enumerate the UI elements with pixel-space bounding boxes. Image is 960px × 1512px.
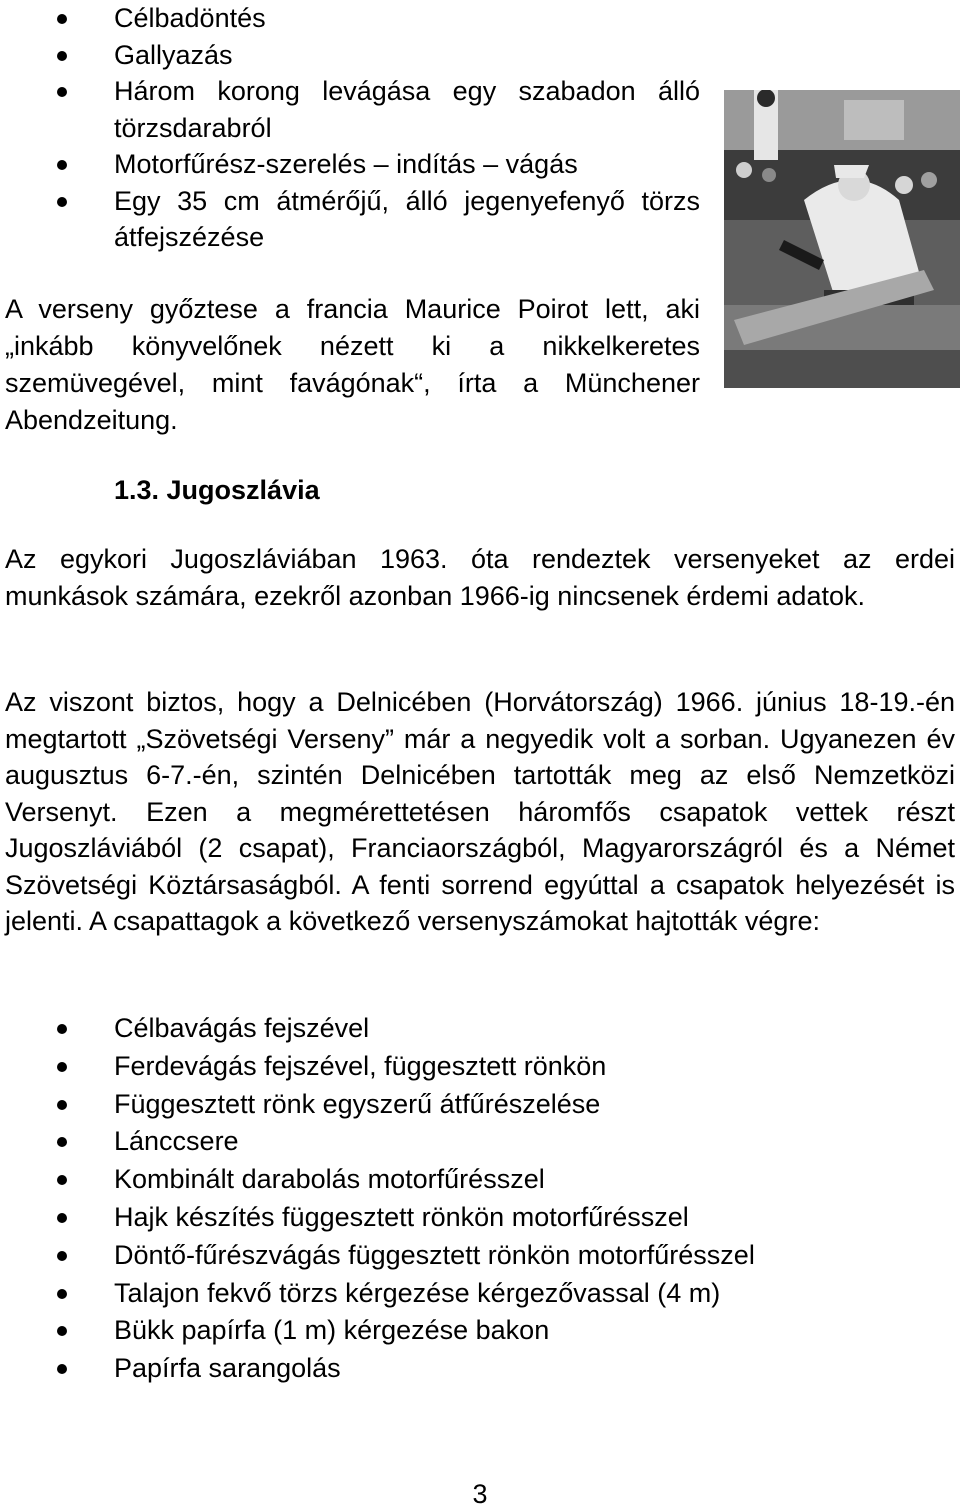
page-number: 3 (472, 1479, 488, 1509)
woodcutter-photo-image (724, 90, 960, 388)
list-item (0, 73, 700, 146)
list-item (0, 183, 700, 256)
paragraph-winner: A verseny győztese a francia Maurice Poirot lett, aki „inkább könyvelőnek nézett ki a nikkelkeretes szemüvegével, mint favágónak“, írta a Münchener Abendzeitung. (5, 294, 700, 435)
list-item (0, 0, 700, 37)
list-item (0, 1086, 900, 1124)
bullet-icon (57, 87, 67, 97)
list-item (0, 1312, 900, 1350)
list-item (0, 1237, 900, 1275)
section-heading: 1.3. Jugoszlávia (114, 475, 320, 505)
bullet-icon (57, 1137, 67, 1147)
woodcutter-photo (724, 90, 960, 388)
bullet-icon (57, 1289, 67, 1299)
bullet-list-events (0, 1010, 900, 1388)
bullet-icon (57, 1326, 67, 1336)
list-item (0, 1010, 900, 1048)
list-item-text: Motorfűrész-szerelés – indítás – vágás (114, 149, 578, 179)
bullet-icon (57, 14, 67, 24)
list-item-text: Papírfa sarangolás (114, 1353, 341, 1384)
list-item-text: Talajon fekvő törzs kérgezése kérgezővassal (4 m) (114, 1277, 721, 1308)
list-item-text: Gallyazás (114, 39, 233, 70)
list-item-text: Döntő-fűrészvágás függesztett rönkön motorfűrésszel (114, 1239, 755, 1270)
list-item (0, 1199, 900, 1237)
bullet-icon (57, 1100, 67, 1110)
list-item (0, 1350, 900, 1388)
bullet-list-top (0, 0, 700, 256)
list-item-text: Célbavágás fejszével (114, 1013, 370, 1043)
bullet-icon (57, 1213, 67, 1223)
bullet-icon (57, 51, 67, 61)
list-item-text: Lánccsere (114, 1126, 239, 1157)
list-item-text: Egy 35 cm átmérőjű, álló jegenyefenyő törzs átfejszézése (114, 185, 700, 252)
list-item (0, 146, 700, 183)
paragraph-yugoslavia-intro: Az egykori Jugoszláviában 1963. óta rendeztek versenyeket az erdei munkások számára, ezekről azonban 1966-ig nincsenek érdemi adatok. (5, 544, 955, 611)
bullet-icon (57, 160, 67, 170)
bullet-icon (57, 197, 67, 207)
list-item-text: Kombinált darabolás motorfűrésszel (114, 1164, 545, 1195)
list-item-text: Három korong levágása egy szabadon álló törzsdarabról (114, 76, 700, 143)
list-item (0, 1161, 900, 1199)
list-item (0, 37, 700, 74)
list-item-text: Célbadöntés (114, 3, 266, 33)
list-item-text: Bükk papírfa (1 m) kérgezése bakon (114, 1315, 550, 1346)
list-item (0, 1048, 900, 1086)
bullet-icon (57, 1251, 67, 1261)
bullet-icon (57, 1364, 67, 1374)
paragraph-yugoslavia-competition: Az viszont biztos, hogy a Delnicében (Horvátország) 1966. június 18-19.-én megtartott „Szövetségi Verseny” már a negyedik volt a sorban. Ugyanezen év augusztus 6-7.-én, szintén Delnicében tartották meg az első Nemzetközi Versenyt. Ezen a megmérettetésen háromfős csapatok vettek részt Jugoszláviából (2 csapat), Franciaországból, Magyarországról és a Német Szövetségi Köztársaságból. A fenti sorrend egyúttal a csapatok helyezését is jelenti. A csapattagok a következő versenyszámokat hajtották végre: (5, 687, 955, 936)
bullet-icon (57, 1062, 67, 1072)
list-item (0, 1123, 900, 1161)
list-item-text: Függesztett rönk egyszerű átfűrészelése (114, 1088, 601, 1119)
bullet-icon (57, 1175, 67, 1185)
bullet-icon (57, 1024, 67, 1034)
list-item-text: Ferdevágás fejszével, függesztett rönkön (114, 1050, 607, 1081)
list-item (0, 1275, 900, 1313)
list-item-text: Hajk készítés függesztett rönkön motorfűrésszel (114, 1201, 689, 1232)
